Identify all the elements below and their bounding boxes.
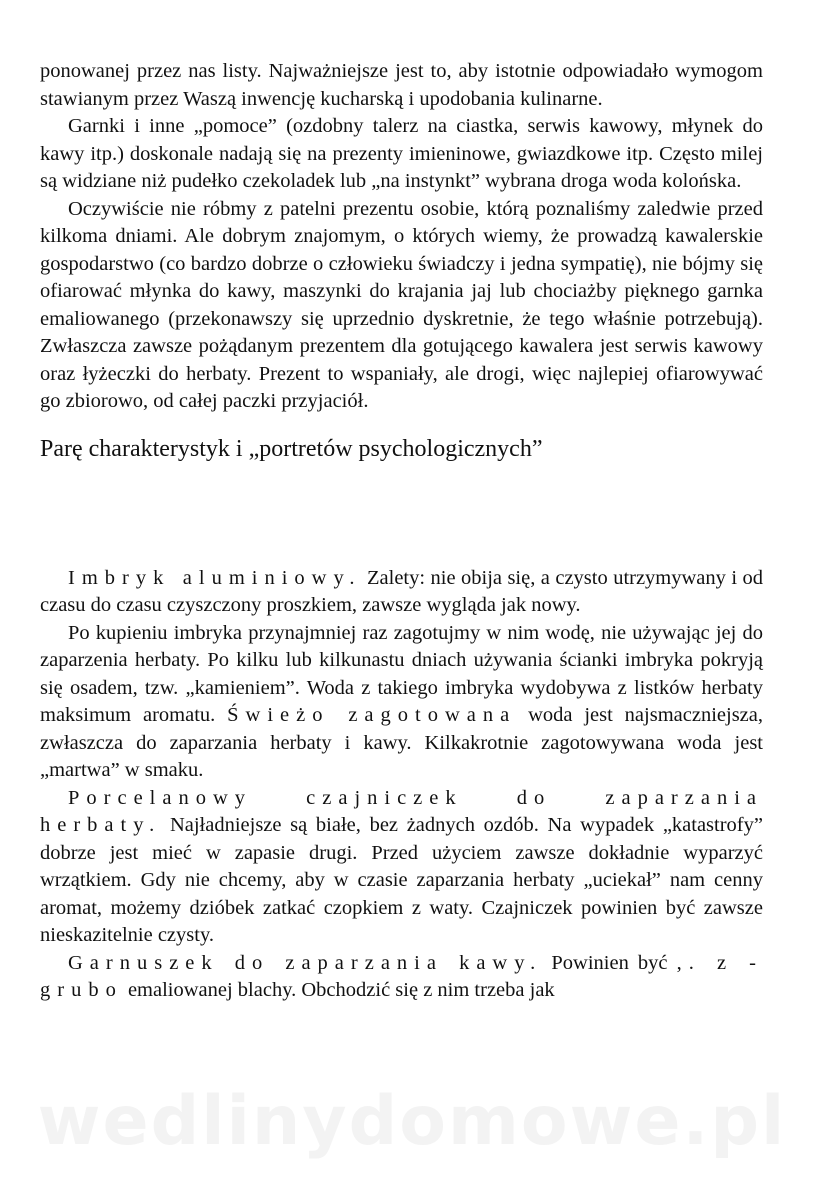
paragraph-czajniczek: [40, 785, 763, 950]
blank-space: [40, 464, 763, 565]
imbryk-followup-text-before: Po kupieniu imbryka przynajmniej raz zagotujmy w nim wodę, nie używając jej do zaparzenia herbaty. Po kilku lub kilkunastu dniach używania ścianki imbryka pokryją się osadem, tzw. „kamieniem”. Woda z takiego imbryka wydobywa z listków herbaty maksimum aromatu.: [40, 621, 763, 726]
emphasis-swiezo: Świeżo zagotowana: [227, 704, 517, 726]
term-imbryk: Imbryk aluminiowy.: [68, 566, 362, 589]
paragraph-intro-2: Garnki i inne „pomoce” (ozdobny talerz na ciastka, serwis kawowy, młynek do kawy itp.) doskonale nadają się na prezenty imieninowe, gwiazdkowe itp. Często milej są widziane niż pudełko czekoladek lub „na instynkt” wybrana droga woda kolońska.: [40, 115, 763, 192]
emphasis-grubo: ,. z -grubo: [40, 951, 763, 1001]
paragraph-intro-1: ponowanej przez nas listy. Najważniejsze jest to, aby istotnie odpowiadało wymogom stawianym przez Waszą inwencję kucharską i upodobania kulinarne.: [40, 60, 763, 110]
section-heading: Parę charakterystyk i „portretów psychologicznych”: [40, 435, 543, 462]
paragraph-garnuszek: [40, 950, 763, 1005]
paragraph-intro-3: Oczywiście nie róbmy z patelni prezentu osobie, którą poznaliśmy zaledwie przed kilkoma dniami. Ale dobrym znajomym, o których wiemy, że prowadzą kawalerskie gospodarstwo (co bardzo dobrze o człowieku świadczy i jedna sympatię), nie bójmy się ofiarować młynka do kawy, maszynki do krajania jaj lub chociażby pięknego garnka emaliowanego (przekonawszy się uprzednio dyskretnie, że tego właśnie potrzebują). Zwłaszcza zawsze pożądanym prezentem dla gotującego kawalera jest serwis kawowy oraz łyżeczki do herbaty. Prezent to wspaniały, ale drogi, więc najlepiej ofiarowywać go zbiorowo, od całej paczki przyjaciół.: [40, 197, 763, 412]
term-garnuszek: Garnuszek do zaparzania kawy.: [68, 951, 543, 974]
paragraph-imbryk-followup: [40, 620, 763, 785]
paragraph-imbryk: [40, 565, 763, 620]
imbryk-text: Zalety: nie obija się, a czysto utrzymywany i od czasu do czasu czyszczony proszkiem, zawsze wygląda jak nowy.: [40, 566, 764, 616]
imbryk-followup-text-after: woda jest najsmaczniejsza, zwłaszcza do zaparzania herbaty i kawy. Kilkakrotnie zagotowywana woda jest „martwa” w smaku.: [40, 704, 763, 781]
document-page: [40, 58, 763, 1005]
watermark: wedlinydomowe.pl: [37, 1082, 787, 1161]
term-czajniczek: Porcelanowy czajniczek do zaparzania herbaty.: [40, 786, 763, 836]
garnuszek-text-before: Powinien być: [542, 951, 677, 974]
garnuszek-text-after: emaliowanej blachy. Obchodzić się z nim trzeba jak: [122, 979, 555, 1001]
czajniczek-text: Najładniejsze są białe, bez żadnych ozdób. Na wypadek „katastrofy” dobrze jest mieć w zapasie drugi. Przed użyciem zawsze dokładnie wyparzyć wrzątkiem. Gdy nie chcemy, aby w czasie zaparzania herbaty „uciekał” nam cenny aromat, możemy dzióbek zatkać czopkiem z waty. Czajniczek powinien być zawsze nieskazitelnie czysty.: [40, 814, 763, 946]
